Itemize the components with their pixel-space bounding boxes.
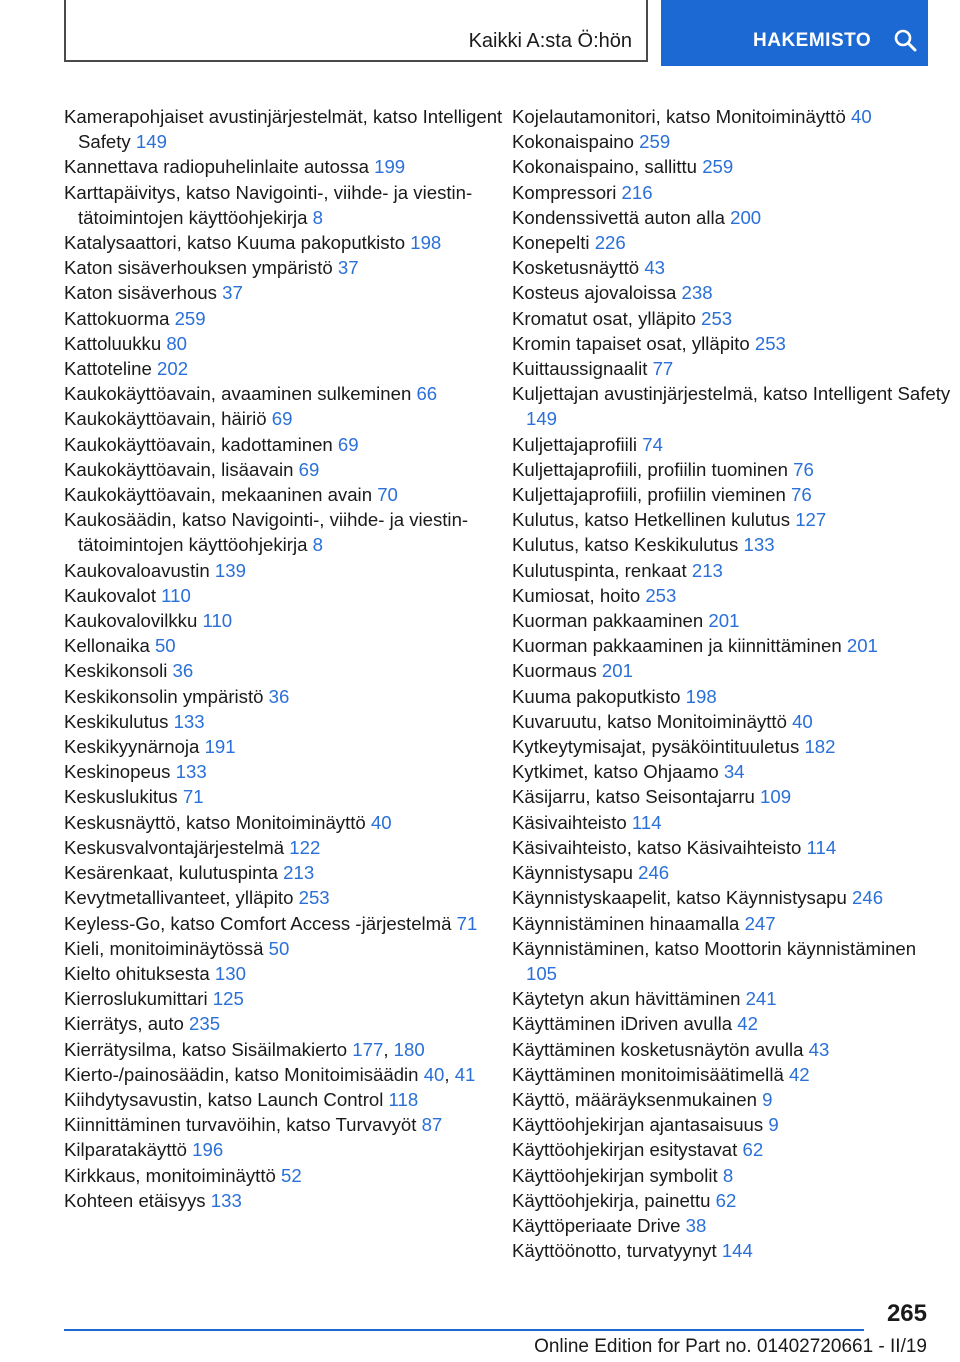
index-entry: [512, 356, 952, 381]
index-entry-term: Kosketusnäyttö: [512, 257, 645, 279]
index-entry: [512, 658, 952, 683]
index-entry: [64, 911, 504, 936]
index-entry: [512, 1163, 952, 1188]
page-link[interactable]: 80: [166, 332, 188, 354]
page-link[interactable]: 200: [730, 206, 762, 228]
index-entry: [64, 154, 504, 179]
page-link[interactable]: 201: [846, 635, 878, 657]
page-link[interactable]: 191: [204, 736, 236, 758]
index-entry-term: Kesärenkaat, kulutuspinta: [64, 862, 284, 884]
page-link[interactable]: 34: [723, 761, 745, 783]
index-entry: [512, 1087, 952, 1112]
index-entry: [64, 255, 504, 280]
page-link[interactable]: 133: [743, 534, 775, 556]
index-entry: [64, 608, 504, 633]
page-link[interactable]: 9: [762, 1088, 773, 1110]
index-entry: [64, 885, 504, 910]
index-entry: [512, 331, 952, 356]
index-entry-term: Kumiosat, hoito: [512, 584, 646, 606]
index-entry-term: Kuorman pakkaaminen ja kiinnittäminen: [512, 635, 847, 657]
page-link[interactable]: 8: [312, 206, 323, 228]
index-entry: [64, 331, 504, 356]
index-entry-term: Kosteus ajovaloissa: [512, 282, 682, 304]
page-link[interactable]: 62: [715, 1189, 737, 1211]
page-link[interactable]: 109: [760, 786, 792, 808]
index-entry: [512, 280, 952, 305]
index-entry: [64, 1163, 504, 1188]
index-entry-term: Käyttöohjekirja, painettu: [512, 1189, 716, 1211]
index-entry: [64, 583, 504, 608]
page-link[interactable]: 114: [631, 811, 662, 833]
page-link[interactable]: 149: [135, 131, 167, 153]
index-entry-term: Kompressori: [512, 181, 622, 203]
page-link[interactable]: 52: [281, 1164, 302, 1186]
page-header: [64, 0, 928, 66]
index-entry-term: Kierroslukumittari: [64, 988, 213, 1010]
index-entry-term: Käyttöohjekirjan ajantasaisuus: [512, 1114, 769, 1136]
tab-all-label: Kaikki A:sta Ö:hön: [468, 30, 632, 52]
tab-index-label: HAKEMISTO: [753, 30, 872, 51]
index-entry: [64, 709, 504, 734]
page-link[interactable]: 36: [172, 660, 194, 682]
page-link[interactable]: 42: [737, 1013, 758, 1035]
index-entry: [64, 507, 504, 557]
tab-index[interactable]: [661, 0, 928, 66]
page-link[interactable]: 253: [645, 584, 677, 606]
page-link[interactable]: 50: [268, 937, 290, 959]
index-entry: [64, 1062, 504, 1087]
index-entry: [64, 810, 504, 835]
index-entry-term: Kulutuspinta, renkaat: [512, 559, 692, 581]
index-entry-term: Kaukokäyttöavain, häiriö: [64, 408, 272, 430]
index-entry: [64, 684, 504, 709]
index-entry: [512, 1137, 952, 1162]
index-entry-term: Kulutus, katso Keskikulutus: [512, 534, 744, 556]
page-separator: ,: [383, 1038, 394, 1060]
index-entry: [512, 432, 952, 457]
index-entry: [512, 154, 952, 179]
page-link[interactable]: 180: [393, 1038, 425, 1060]
page-link[interactable]: 8: [722, 1164, 734, 1186]
page-number: 265: [886, 1300, 927, 1327]
index-entry: [512, 911, 952, 936]
page-link[interactable]: 76: [793, 458, 814, 480]
index-entry-term: Kuljettajaprofiili, profiilin vieminen: [512, 484, 792, 506]
index-entry: [512, 885, 952, 910]
index-entry-term: Keyless-Go, katso Comfort Access -järjestelmä: [64, 912, 457, 934]
index-entry: [512, 532, 952, 557]
page-link[interactable]: 198: [685, 685, 717, 707]
index-entry-term: Käsijarru, katso Seisontajarru: [512, 786, 761, 808]
index-entry-term: Kattokuorma: [64, 307, 175, 329]
index-entry: [512, 684, 952, 709]
page-link[interactable]: 8: [312, 534, 323, 556]
index-entry: [512, 1238, 952, 1263]
index-entry-term: Kaukokäyttöavain, kadottaminen: [64, 433, 338, 455]
index-entry-term: Kaukokäyttöavain, avaaminen sulkeminen: [64, 383, 417, 405]
index-entry: [512, 558, 952, 583]
index-entry-term: Käynnistysapu: [512, 862, 639, 884]
index-entry-term: Katon sisäverhouksen ympäristö: [64, 257, 338, 279]
index-entry: [512, 129, 952, 154]
page-link[interactable]: 105: [526, 962, 558, 984]
page-link[interactable]: 40: [423, 1063, 445, 1085]
index-entry: [512, 1062, 952, 1087]
tab-all-a-to-z[interactable]: [64, 0, 648, 62]
index-entry: [512, 482, 952, 507]
index-entry-term: Kirkkaus, monitoiminäyttö: [64, 1164, 282, 1186]
index-entry: [512, 784, 952, 809]
footer-divider: [64, 1329, 864, 1331]
index-entry-term: Kiihdytysavustin, katso Launch Control: [64, 1088, 389, 1110]
page-link[interactable]: 40: [792, 710, 813, 732]
index-entry-term: Kuljettajaprofiili: [512, 433, 643, 455]
index-entry-term: Kytkimet, katso Ohjaamo: [512, 761, 724, 783]
page-link[interactable]: 177: [352, 1038, 384, 1060]
page-link[interactable]: 253: [754, 332, 786, 354]
index-entry-term: Käsivaihteisto: [512, 811, 632, 833]
index-entry-term: Käynnistyskaapelit, katso Käynnistysapu: [512, 887, 853, 909]
index-entry: [64, 356, 504, 381]
page-link[interactable]: 40: [370, 811, 392, 833]
index-entry-term: Keskuslukitus: [64, 786, 183, 808]
page-link[interactable]: 127: [795, 509, 827, 531]
index-entry: [64, 936, 504, 961]
page-link[interactable]: 42: [788, 1063, 810, 1085]
page-link[interactable]: 110: [161, 584, 191, 606]
index-entry: [512, 1213, 952, 1238]
index-entry-term: Keskusnäyttö, katso Monitoiminäyttö: [64, 811, 371, 833]
index-entry: [64, 457, 504, 482]
page-link[interactable]: 69: [298, 458, 320, 480]
footer-edition-text: Online Edition for Part no. 01402720661 - II/19: [534, 1336, 927, 1357]
page-link[interactable]: 38: [685, 1214, 707, 1236]
index-entry-term: Kohteen etäisyys: [64, 1189, 211, 1211]
index-entry-term: Kattoluukku: [64, 332, 167, 354]
search-icon[interactable]: [893, 28, 917, 52]
page-link[interactable]: 37: [222, 282, 243, 304]
index-entry-term: Kojelautamonitori, katso Monitoiminäyttö: [512, 106, 851, 127]
index-entry: [64, 280, 504, 305]
page-link[interactable]: 241: [745, 988, 777, 1010]
index-entry: [64, 734, 504, 759]
index-entry-term: Kilparatakäyttö: [64, 1139, 193, 1161]
index-entry-term: Kaukovaloavustin: [64, 559, 215, 581]
index-entry: [512, 936, 952, 986]
index-entry-term: Kierto-/painosäädin, katso Monitoimisäädin: [64, 1063, 424, 1085]
index-entry: [64, 835, 504, 860]
index-entry: [64, 230, 504, 255]
index-entry: [64, 1188, 504, 1213]
page-link[interactable]: 50: [154, 635, 176, 657]
index-entry: [64, 482, 504, 507]
index-entry: [512, 734, 952, 759]
page-link[interactable]: 216: [621, 181, 653, 203]
page-link[interactable]: 253: [298, 887, 330, 909]
index-entry: [512, 633, 952, 658]
index-entry-term: Kieli, monitoiminäytössä: [64, 937, 269, 959]
page-link[interactable]: 259: [174, 307, 206, 329]
page-link[interactable]: 77: [652, 358, 674, 380]
page-link[interactable]: 259: [702, 156, 734, 178]
page-link[interactable]: 70: [377, 484, 398, 506]
index-entry-term: Käynnistäminen, katso Moottorin käynnistäminen: [512, 937, 917, 959]
index-entry-term: Kamerapohjaiset avustinjärjestelmät, katso Intelligent Safety: [64, 106, 503, 153]
index-entry: [64, 759, 504, 784]
page-link[interactable]: 71: [456, 912, 478, 934]
index-entry-term: Keskikonsolin ympäristö: [64, 685, 269, 707]
page-link[interactable]: 133: [173, 710, 205, 732]
page-link[interactable]: 246: [852, 887, 884, 909]
index-entry-term: Kulutus, katso Hetkellinen kulutus: [512, 509, 796, 531]
index-entry-term: Kuormaus: [512, 660, 602, 682]
index-entry: [64, 1112, 504, 1137]
index-column-right: [512, 104, 952, 1263]
page-link[interactable]: 133: [175, 761, 207, 783]
index-entry: [64, 658, 504, 683]
index-entry-term: Kierrätysilma, katso Sisäilmakierto: [64, 1038, 353, 1060]
page-link[interactable]: 149: [526, 408, 558, 430]
index-entry: [512, 1188, 952, 1213]
page-link[interactable]: 76: [791, 484, 812, 506]
page-link[interactable]: 36: [268, 685, 290, 707]
index-entry: [512, 1112, 952, 1137]
page-link[interactable]: 69: [271, 408, 293, 430]
index-entry: [512, 986, 952, 1011]
index-entry-term: Käyttäminen kosketusnäytön avulla: [512, 1038, 809, 1060]
index-entry-term: Kuuma pakoputkisto: [512, 685, 686, 707]
index-entry-term: Kierrätys, auto: [64, 1013, 190, 1035]
index-entry-term: Kondenssivettä auton alla: [512, 206, 731, 228]
index-entry-term: Karttapäivitys, katso Navigointi-, viihde- ja viestintätoimintojen käyttöohjekirja: [64, 181, 473, 228]
index-entry-term: Katalysaattori, katso Kuuma pakoputkisto: [64, 232, 411, 254]
page-link[interactable]: 201: [601, 660, 633, 682]
index-entry: [64, 432, 504, 457]
index-entry: [64, 784, 504, 809]
page-link[interactable]: 9: [768, 1114, 779, 1136]
page-link[interactable]: 118: [388, 1088, 419, 1110]
index-entry: [512, 583, 952, 608]
index-entry: [512, 507, 952, 532]
page-link[interactable]: 87: [421, 1114, 443, 1136]
page-link[interactable]: 238: [681, 282, 713, 304]
page-link[interactable]: 247: [744, 912, 776, 934]
index-entry-term: Kaukosäädin, katso Navigointi-, viihde- ja viestintätoimintojen käyttöohjekirja: [64, 509, 469, 556]
index-entry-term: Keskinopeus: [64, 761, 176, 783]
page-link[interactable]: 122: [289, 836, 321, 858]
index-entry: [64, 1087, 504, 1112]
page-link[interactable]: 62: [742, 1139, 764, 1161]
page-link[interactable]: 110: [202, 610, 233, 632]
index-entry: [512, 180, 952, 205]
index-entry: [64, 1011, 504, 1036]
page-link[interactable]: 43: [644, 257, 665, 279]
index-entry-term: Kaukovalovilkku: [64, 610, 203, 632]
page-link[interactable]: 259: [639, 131, 671, 153]
page-link[interactable]: 199: [374, 156, 406, 178]
page-link[interactable]: 182: [804, 736, 836, 758]
page-link[interactable]: 253: [701, 307, 733, 329]
page-link[interactable]: 71: [182, 786, 204, 808]
index-entry: [512, 255, 952, 280]
page-link[interactable]: 246: [638, 862, 670, 884]
index-entry-term: Kokonaispaino: [512, 131, 640, 153]
index-entry-term: Kellonaika: [64, 635, 155, 657]
index-entry-term: Käyttöperiaate Drive: [512, 1214, 686, 1236]
index-entry-term: Kromatut osat, ylläpito: [512, 307, 702, 329]
index-entry-term: Käyttö, määräyksenmukainen: [512, 1088, 763, 1110]
page-link[interactable]: 235: [189, 1013, 221, 1035]
index-entry: [64, 860, 504, 885]
index-entry-term: Kytkeytymisajat, pysäköintituuletus: [512, 736, 805, 758]
index-entry: [64, 406, 504, 431]
page-link[interactable]: 130: [214, 962, 246, 984]
index-entry-term: Kaukokäyttöavain, lisäavain: [64, 458, 299, 480]
page-link[interactable]: 144: [721, 1240, 753, 1262]
index-entry: [512, 381, 952, 431]
index-entry: [512, 759, 952, 784]
page-link[interactable]: 133: [210, 1189, 242, 1211]
index-entry-term: Käyttäminen monitoimisäätimellä: [512, 1063, 789, 1085]
index-entry-term: Käyttöönotto, turvatyynyt: [512, 1240, 722, 1262]
index-entry-term: Kuljettajan avustinjärjestelmä, katso Intelligent Safety: [512, 383, 951, 405]
index-entry-term: Kevytmetallivanteet, ylläpito: [64, 887, 299, 909]
index-entry-term: Kattoteline: [64, 358, 158, 380]
index-entry-term: Keskikyynärnoja: [64, 736, 205, 758]
index-entry: [64, 1037, 504, 1062]
index-entry-term: Kaukovalot: [64, 584, 162, 606]
index-entry: [512, 1037, 952, 1062]
index-entry: [512, 709, 952, 734]
index-entry: [512, 104, 952, 129]
page-link[interactable]: 213: [691, 559, 723, 581]
index-entry-term: Kuvaruutu, katso Monitoiminäyttö: [512, 710, 793, 732]
index-entry: [64, 306, 504, 331]
index-entry-term: Kannettava radiopuhelinlaite autossa: [64, 156, 375, 178]
page-link[interactable]: 196: [192, 1139, 224, 1161]
index-entry-term: Kromin tapaiset osat, ylläpito: [512, 332, 755, 354]
page-link[interactable]: 202: [157, 358, 189, 380]
index-entry: [64, 986, 504, 1011]
page-link[interactable]: 125: [212, 988, 244, 1010]
index-entry-term: Katon sisäverhous: [64, 282, 223, 304]
index-entry: [512, 457, 952, 482]
index-entry: [64, 961, 504, 986]
index-entry-term: Kaukokäyttöavain, mekaaninen avain: [64, 484, 378, 506]
page-separator: ,: [444, 1063, 455, 1085]
page-link[interactable]: 213: [283, 862, 315, 884]
index-entry-term: Käsivaihteisto, katso Käsivaihteisto: [512, 836, 807, 858]
index-entry: [512, 1011, 952, 1036]
index-entry: [64, 633, 504, 658]
index-entry-term: Kiinnittäminen turvavöihin, katso Turvavyöt: [64, 1114, 422, 1136]
page-link[interactable]: 74: [642, 433, 663, 455]
index-entry-term: Kuorman pakkaaminen: [512, 610, 709, 632]
index-entry: [64, 104, 504, 154]
index-entry-term: Keskusvalvontajärjestelmä: [64, 836, 290, 858]
page-link[interactable]: 43: [808, 1038, 830, 1060]
page-link[interactable]: 201: [708, 610, 740, 632]
index-entry-term: Konepelti: [512, 232, 595, 254]
page-link[interactable]: 139: [214, 559, 246, 581]
index-entry-term: Käytetyn akun hävittäminen: [512, 988, 746, 1010]
index-entry: [64, 180, 504, 230]
index-entry: [512, 835, 952, 860]
index-entry-term: Kielto ohituksesta: [64, 962, 215, 984]
index-entry-term: Kuljettajaprofiili, profiilin tuominen: [512, 458, 794, 480]
page-link[interactable]: 114: [806, 836, 837, 858]
index-entry-term: Käyttöohjekirjan esitystavat: [512, 1139, 743, 1161]
index-entry: [512, 306, 952, 331]
index-entry: [512, 860, 952, 885]
index-entry-term: Käyttöohjekirjan symbolit: [512, 1164, 723, 1186]
index-entry: [64, 381, 504, 406]
page-link[interactable]: 198: [410, 232, 442, 254]
page-link[interactable]: 40: [850, 106, 872, 127]
index-entry: [64, 1137, 504, 1162]
page-link[interactable]: 66: [416, 383, 438, 405]
index-entry-term: Kuittaussignaalit: [512, 358, 653, 380]
index-entry: [512, 608, 952, 633]
index-entry-term: Käyttäminen iDriven avulla: [512, 1013, 738, 1035]
index-entry-term: Keskikulutus: [64, 710, 174, 732]
page-link[interactable]: 37: [337, 257, 359, 279]
index-entry-term: Käynnistäminen hinaamalla: [512, 912, 745, 934]
index-entry: [64, 558, 504, 583]
index-entry: [512, 810, 952, 835]
index-column-left: [64, 104, 504, 1213]
index-entry-term: Kokonaispaino, sallittu: [512, 156, 703, 178]
index-entry-term: Keskikonsoli: [64, 660, 173, 682]
index-entry: [512, 205, 952, 230]
page-link[interactable]: 69: [337, 433, 359, 455]
page-link[interactable]: 41: [454, 1063, 476, 1085]
page-link[interactable]: 226: [594, 232, 626, 254]
index-entry: [512, 230, 952, 255]
